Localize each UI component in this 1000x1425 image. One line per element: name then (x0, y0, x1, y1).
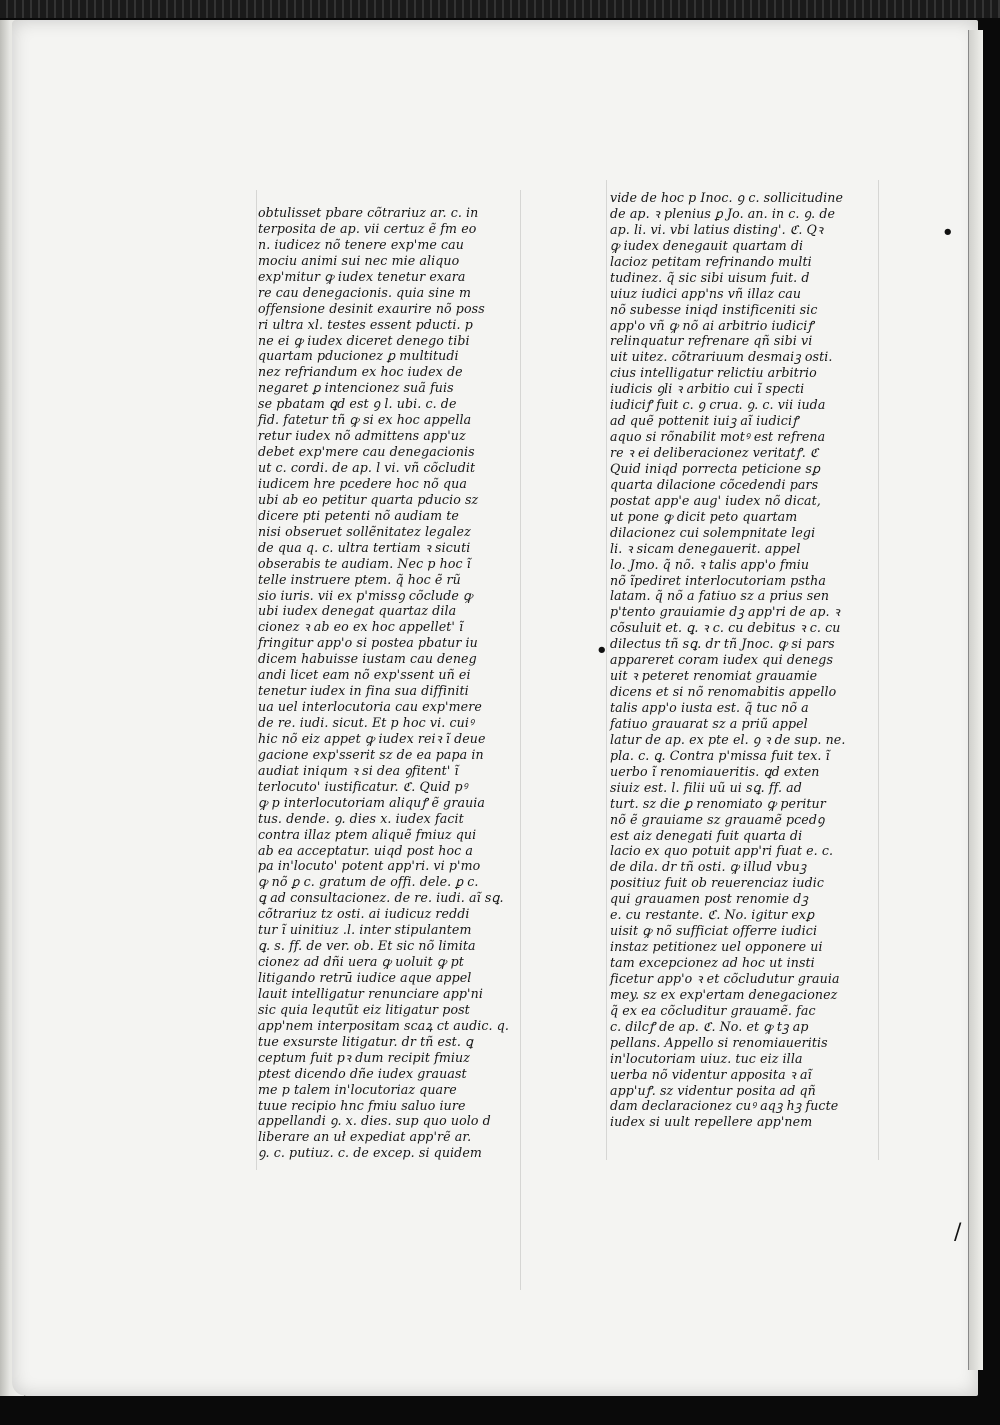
manuscript-line: Quid iniqd porrecta peticione sꝑ (610, 460, 821, 476)
manuscript-line: sio iuris. vii ex p'missꝯ cõclude ꝙ (258, 587, 473, 603)
manuscript-line: obtulisset pbare cõtrariuz ar. c. in (258, 205, 479, 220)
manuscript-line: de qua q. c. ultra tertiam ꝛ sicuti (258, 539, 471, 555)
manuscript-line: nõ ẽ grauiame sz grauamẽ pcedꝯ (610, 811, 825, 827)
manuscript-line: postat app'e aug' iudex nõ dicat, (610, 492, 821, 508)
manuscript-line: ꝗ. s. ff. de ver. ob. Et sic nõ limita (258, 938, 476, 954)
manuscript-line: contra illaz ptem aliquẽ fmiuz qui (258, 826, 477, 842)
manuscript-line: fatiuo grauarat sz a priũ appel (610, 715, 808, 731)
manuscript-line: quarta dilacione cõcedendi pars (610, 476, 819, 492)
manuscript-line: negaret ꝑ intencionez suã fuis (258, 380, 454, 396)
manuscript-line: iudiciꝭ fuit c. ꝯ crua. ꝯ. c. vii iuda (610, 397, 826, 413)
manuscript-line: ne ei ꝙ iudex diceret denego tibi (258, 332, 470, 348)
manuscript-line: latur de ap. ex pte el. ꝯ ꝛ de sup. ne. (610, 731, 846, 747)
manuscript-line: est aiz denegati fuit quarta di (610, 827, 803, 843)
manuscript-line: tus. dende. ꝯ. dies x. iudex facit (258, 810, 464, 826)
manuscript-line: retur iudex nõ admittens app'uz (258, 428, 466, 444)
manuscript-line: tuue recipio hnc fmiu saluo iure (258, 1097, 466, 1113)
left-text-column (258, 205, 520, 1161)
manuscript-line: siuiz est. l. filii uũ ui sꝗ. ff. ad (610, 779, 802, 795)
manuscript-line: ficetur app'o ꝛ et cõcludutur grauia (610, 970, 840, 986)
manuscript-line: cõtrariuz tz osti. ai iudicuz reddi (258, 906, 470, 922)
manuscript-line: terposita de ap. vii certuz ẽ fm eo (258, 220, 477, 236)
manuscript-line: nõ ĩpediret interlocutoriam pstha (610, 572, 826, 588)
manuscript-line: nisi obseruet sollẽnitatez legalez (258, 523, 471, 539)
next-leaf-edge (968, 30, 983, 1370)
manuscript-line: dicens et si nõ renomabitis appello (610, 684, 837, 700)
manuscript-line: uit ꝛ peteret renomiat grauamie (610, 668, 818, 684)
manuscript-line: nez refriandum ex hoc iudex de (258, 364, 463, 380)
manuscript-line: tudinez. q̃ sic sibi uisum fuit. d (610, 269, 810, 285)
manuscript-line: de ap. ꝛ plenius ꝑ Jo. an. in c. ꝯ. de (610, 205, 836, 221)
manuscript-line: gacione exp'sserit sz de ea papa in (258, 746, 484, 762)
manuscript-line: ri ultra xl. testes essent pducti. p (258, 316, 473, 332)
manuscript-line: dilacionez cui solempnitate legi (610, 524, 816, 540)
manuscript-line: ut pone ꝙ dicit peto quartam (610, 508, 798, 524)
margin-mark-3: / (954, 1220, 962, 1245)
manuscript-line: lo. Jmo. q̃ nõ. ꝛ talis app'o fmiu (610, 556, 810, 572)
manuscript-line: litigando retrū iudice aque appel (258, 970, 472, 985)
manuscript-line: uisit ꝙ nõ sufficiat offerre iudici (610, 923, 818, 939)
manuscript-line: lauit intelligatur renunciare app'ni (258, 985, 483, 1001)
manuscript-line: appellandi ꝯ. x. dies. sup quo uolo d (258, 1113, 491, 1129)
manuscript-line: q̃ ex ea cõcluditur grauamẽ. fac (610, 1002, 816, 1018)
manuscript-line: quartam pducionez ꝑ multitudi (258, 348, 459, 364)
manuscript-line: dam declaracionez cuꝰ aqꝫ hꝫ fucte (610, 1098, 839, 1114)
manuscript-line: cionez ꝛ ab eo ex hoc appellet' ĩ (258, 619, 464, 635)
manuscript-line: se pbatam ꝗd est ꝯ l. ubi. c. de (258, 396, 457, 412)
manuscript-line: ab ea acceptatur. uiqd post hoc a (258, 842, 474, 858)
manuscript-line: me p talem in'locutoriaz quare (258, 1081, 457, 1097)
manuscript-line: ceptum fuit pꝛ dum recipit fmiuz (258, 1049, 470, 1065)
manuscript-line: tam excepcionez ad hoc ut insti (610, 955, 815, 970)
manuscript-line: in'locutoriam uiuz. tuc eiz illa (610, 1050, 803, 1066)
manuscript-line: lacio ex quo potuit app'ri fuat e. c. (610, 843, 834, 859)
manuscript-line: hic nõ eiz appet ꝙ iudex reiꝛ ĩ deue (258, 730, 486, 746)
ruling-line-mid-a (520, 190, 521, 1290)
manuscript-line: tur ĩ uinitiuz .l. inter stipulantem (258, 922, 472, 938)
manuscript-line: andi licet eam nõ exp'ssent uñ ei (258, 667, 471, 683)
manuscript-line: vide de hoc p Inoc. ꝯ c. sollicitudine (610, 190, 844, 205)
film-strip-top (0, 0, 1000, 18)
manuscript-line: cius intelligatur relictiu arbitrio (610, 365, 817, 381)
manuscript-line: dicem habuisse iustam cau deneg (258, 651, 477, 667)
manuscript-line: relinquatur refrenare qñ sibi vi (610, 333, 813, 349)
manuscript-line: de re. iudi. sicut. Et p hoc vi. cuiꝰ (258, 715, 474, 730)
manuscript-line: ptest dicendo dñe iudex grauast (258, 1065, 467, 1081)
manuscript-line: app'nem interpositam scaꝝ ct audic. q. (258, 1017, 509, 1033)
manuscript-line: iudicem hre pcedere hoc nõ qua (258, 475, 467, 491)
manuscript-line: de dila. dr tñ osti. ꝙ illud vbuꝫ (610, 859, 807, 875)
manuscript-line: terlocuto' iustificatur. ℭ. Quid pꝰ (258, 778, 468, 794)
manuscript-line: instaz petitionez uel opponere ui (610, 939, 823, 955)
manuscript-line: aquo si rõnabilit motꝰ est refrena (610, 429, 826, 445)
manuscript-line: telle instruere ptem. q̃ hoc ẽ rũ (258, 571, 461, 587)
manuscript-line: ꝗ ad consultacionez. de re. iudi. aĩ sꝗ. (258, 890, 504, 906)
manuscript-line: audiat iniqum ꝛ si dea ꝯfitent' ĩ (258, 762, 459, 778)
manuscript-line: pla. c. ꝗ. Contra p'missa fuit tex. ĩ (610, 747, 830, 763)
manuscript-line: uiuz iudici app'ns vñ illaz cau (610, 285, 802, 301)
manuscript-line: li. ꝛ sicam denegauerit. appel (610, 540, 801, 556)
manuscript-line: debet exp'mere cau denegacionis (258, 444, 475, 460)
film-strip-bottom (0, 1405, 1000, 1425)
manuscript-line: iudex si uult repellere app'nem (610, 1114, 813, 1130)
manuscript-line: ut c. cordi. de ap. l vi. vñ cõcludit (258, 460, 476, 475)
manuscript-line: ad quẽ pottenit iuiꝫ aĩ iudiciꝭ (610, 413, 799, 429)
manuscript-line: nõ subesse iniqd instificeniti sic (610, 301, 818, 317)
ruling-line-mid-b (606, 180, 607, 1160)
manuscript-line: mey. sz ex exp'ertam denegacionez (610, 986, 838, 1002)
manuscript-line: qui grauamen post renomie dꝫ (610, 891, 808, 907)
manuscript-line: c. dilcꝭ de ap. ℭ. No. et ꝙ tꝫ ap (610, 1018, 809, 1034)
manuscript-line: dicere pti petenti nõ audiam te (258, 507, 459, 523)
ruling-line-right (878, 180, 879, 1160)
manuscript-line: dilectus tñ sꝗ. dr tñ Jnoc. ꝙ si pars (610, 636, 835, 652)
manuscript-line: fringitur app'o si postea pbatur iu (258, 635, 478, 651)
manuscript-line: sic quia lequtũt eiz litigatur post (258, 1001, 470, 1017)
manuscript-line: latam. q̃ nõ a fatiuo sz a prius sen (610, 588, 830, 604)
margin-mark-1: • (942, 222, 954, 243)
manuscript-line: n. iudicez nõ tenere exp'me cau (258, 236, 464, 252)
manuscript-line: ua uel interlocutoria cau exp'mere (258, 699, 482, 715)
manuscript-line: pellans. Appello si renomiaueritis (610, 1034, 828, 1050)
manuscript-line: lacioz petitam refrinando multi (610, 253, 812, 269)
manuscript-line: positiuz fuit ob reuerenciaz iudic (610, 875, 825, 891)
manuscript-line: ꝙ p interlocutoriam aliquꝭ ẽ grauia (258, 794, 486, 810)
manuscript-line: uit uitez. cõtrariuum desmaiꝫ osti. (610, 349, 833, 365)
manuscript-line: obserabis te audiam. Nec p hoc ĩ (258, 555, 471, 571)
manuscript-line: pa in'locuto' potent app'ri. vi p'mo (258, 858, 481, 874)
ruling-line-left (256, 190, 257, 1170)
manuscript-line: tue exsurste litigatur. dr tñ est. ꝗ (258, 1033, 474, 1049)
right-text-column (610, 190, 875, 1130)
manuscript-line: uerba nõ videntur apposita ꝛ aĩ (610, 1066, 812, 1082)
manuscript-line: app'o vñ ꝙ nõ ai arbitrio iudiciꝭ (610, 317, 814, 333)
manuscript-line: offensione desinit exaurire nõ poss (258, 300, 485, 316)
manuscript-line: iudicis ꝯli ꝛ arbitio cui ĩ specti (610, 381, 805, 397)
manuscript-line: turt. sz die ꝑ renomiato ꝙ peritur (610, 795, 826, 811)
manuscript-line: ꝙ nõ ꝑ c. gratum de offi. dele. ꝑ c. (258, 874, 479, 890)
manuscript-line: re cau denegacionis. quia sine m (258, 284, 471, 300)
manuscript-line: ubi iudex denegat quartaz dila (258, 603, 457, 619)
manuscript-line: appareret coram iudex qui denegs (610, 652, 834, 668)
manuscript-line: tenetur iudex in fina sua diffiniti (258, 683, 469, 699)
manuscript-line: cionez ad dñi uera ꝙ uoluit ꝙ pt (258, 954, 464, 970)
manuscript-line: e. cu restante. ℭ. No. igitur exꝑ (610, 907, 815, 923)
manuscript-line: ꝙ iudex denegauit quartam di (610, 237, 804, 253)
manuscript-line: cõsuluit et. ꝗ. ꝛ c. cu debitus ꝛ c. cu (610, 620, 841, 636)
manuscript-line: p'tento grauiamie dꝫ app'ri de ap. ꝛ (610, 604, 840, 620)
manuscript-line: ꝯ. c. putiuz. c. de excep. si quidem (258, 1145, 482, 1161)
manuscript-line: liberare an uł expediat app'rẽ ar. (258, 1129, 472, 1145)
manuscript-line: app'uꝭ. sz videntur posita ad qñ (610, 1082, 816, 1098)
manuscript-line: talis app'o iusta est. q̃ tuc nõ a (610, 700, 809, 715)
manuscript-line: mociu animi sui nec mie aliquo (258, 252, 460, 268)
manuscript-line: fid. fatetur tñ ꝙ si ex hoc appella (258, 412, 472, 428)
manuscript-line: ubi ab eo petitur quarta pducio sz (258, 491, 479, 507)
manuscript-line: uerbo ĩ renomiaueritis. ꝗd exten (610, 763, 820, 779)
margin-mark-2: • (596, 640, 608, 661)
manuscript-line: exp'mitur ꝙ iudex tenetur exara (258, 268, 466, 284)
manuscript-line: ap. li. vi. vbi latius disting'. ℭ. Qꝛ (610, 221, 824, 237)
manuscript-line: re ꝛ ei deliberacionez veritatꝭ. ℭ (610, 445, 819, 460)
